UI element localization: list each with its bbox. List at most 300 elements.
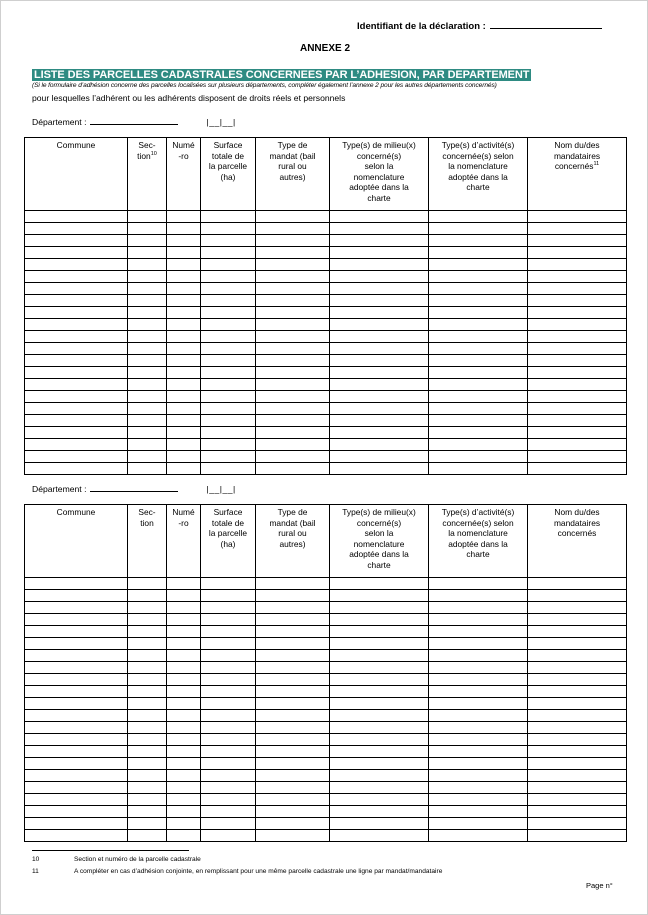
table-cell[interactable] <box>256 427 330 439</box>
table-cell[interactable] <box>201 415 256 427</box>
table-cell[interactable] <box>528 686 627 698</box>
table-cell[interactable] <box>429 662 528 674</box>
table-cell[interactable] <box>330 830 429 842</box>
table-cell[interactable] <box>256 331 330 343</box>
table-cell[interactable] <box>201 307 256 319</box>
table-cell[interactable] <box>201 770 256 782</box>
table-cell[interactable] <box>167 650 201 662</box>
table-cell[interactable] <box>429 686 528 698</box>
table-cell[interactable] <box>25 391 128 403</box>
table-cell[interactable] <box>429 650 528 662</box>
table-cell[interactable] <box>330 794 429 806</box>
table-cell[interactable] <box>25 638 128 650</box>
table-cell[interactable] <box>201 614 256 626</box>
table-cell[interactable] <box>25 818 128 830</box>
table-cell[interactable] <box>128 355 167 367</box>
table-cell[interactable] <box>528 355 627 367</box>
table-cell[interactable] <box>256 307 330 319</box>
table-cell[interactable] <box>256 590 330 602</box>
table-cell[interactable] <box>330 295 429 307</box>
table-cell[interactable] <box>256 451 330 463</box>
table-cell[interactable] <box>25 235 128 247</box>
table-cell[interactable] <box>25 379 128 391</box>
table-cell[interactable] <box>25 259 128 271</box>
table-cell[interactable] <box>429 698 528 710</box>
table-cell[interactable] <box>256 247 330 259</box>
table-cell[interactable] <box>330 650 429 662</box>
table-cell[interactable] <box>528 770 627 782</box>
table-cell[interactable] <box>128 722 167 734</box>
table-cell[interactable] <box>330 211 429 223</box>
table-cell[interactable] <box>128 794 167 806</box>
table-cell[interactable] <box>201 247 256 259</box>
table-cell[interactable] <box>429 614 528 626</box>
table-cell[interactable] <box>201 259 256 271</box>
table-cell[interactable] <box>330 307 429 319</box>
table-cell[interactable] <box>167 235 201 247</box>
table-cell[interactable] <box>167 259 201 271</box>
table-cell[interactable] <box>128 734 167 746</box>
table-cell[interactable] <box>256 235 330 247</box>
table-cell[interactable] <box>528 662 627 674</box>
table-cell[interactable] <box>25 758 128 770</box>
table-cell[interactable] <box>128 758 167 770</box>
table-cell[interactable] <box>330 710 429 722</box>
table-cell[interactable] <box>25 223 128 235</box>
table-cell[interactable] <box>528 698 627 710</box>
table-cell[interactable] <box>256 391 330 403</box>
table-cell[interactable] <box>167 271 201 283</box>
table-cell[interactable] <box>25 734 128 746</box>
table-cell[interactable] <box>201 367 256 379</box>
table-cell[interactable] <box>256 734 330 746</box>
table-cell[interactable] <box>429 806 528 818</box>
table-cell[interactable] <box>330 686 429 698</box>
table-cell[interactable] <box>429 674 528 686</box>
table-cell[interactable] <box>528 590 627 602</box>
table-cell[interactable] <box>429 271 528 283</box>
table-cell[interactable] <box>528 391 627 403</box>
table-cell[interactable] <box>128 295 167 307</box>
table-cell[interactable] <box>201 211 256 223</box>
table-cell[interactable] <box>429 295 528 307</box>
table-cell[interactable] <box>330 403 429 415</box>
table-cell[interactable] <box>128 331 167 343</box>
table-cell[interactable] <box>256 295 330 307</box>
table-cell[interactable] <box>528 818 627 830</box>
table-cell[interactable] <box>128 235 167 247</box>
table-cell[interactable] <box>330 578 429 590</box>
table-cell[interactable] <box>429 463 528 475</box>
table-cell[interactable] <box>167 662 201 674</box>
table-cell[interactable] <box>25 674 128 686</box>
table-cell[interactable] <box>128 590 167 602</box>
table-cell[interactable] <box>429 403 528 415</box>
table-cell[interactable] <box>528 271 627 283</box>
table-cell[interactable] <box>167 463 201 475</box>
table-cell[interactable] <box>528 259 627 271</box>
table-cell[interactable] <box>330 662 429 674</box>
table-cell[interactable] <box>528 626 627 638</box>
table-cell[interactable] <box>25 307 128 319</box>
table-cell[interactable] <box>128 662 167 674</box>
table-cell[interactable] <box>25 319 128 331</box>
table-cell[interactable] <box>25 451 128 463</box>
table-cell[interactable] <box>167 710 201 722</box>
table-cell[interactable] <box>330 626 429 638</box>
table-cell[interactable] <box>330 319 429 331</box>
table-cell[interactable] <box>201 355 256 367</box>
table-cell[interactable] <box>25 283 128 295</box>
department-code-field[interactable]: |__|__| <box>206 484 236 494</box>
table-cell[interactable] <box>429 722 528 734</box>
table-cell[interactable] <box>429 427 528 439</box>
table-cell[interactable] <box>128 710 167 722</box>
table-cell[interactable] <box>429 638 528 650</box>
table-cell[interactable] <box>167 590 201 602</box>
table-cell[interactable] <box>201 235 256 247</box>
table-cell[interactable] <box>330 590 429 602</box>
table-cell[interactable] <box>128 451 167 463</box>
table-cell[interactable] <box>429 746 528 758</box>
table-cell[interactable] <box>25 614 128 626</box>
table-cell[interactable] <box>330 770 429 782</box>
table-cell[interactable] <box>25 830 128 842</box>
table-cell[interactable] <box>330 758 429 770</box>
table-cell[interactable] <box>528 379 627 391</box>
table-cell[interactable] <box>330 391 429 403</box>
table-cell[interactable] <box>330 247 429 259</box>
table-cell[interactable] <box>256 271 330 283</box>
table-cell[interactable] <box>429 367 528 379</box>
table-cell[interactable] <box>25 686 128 698</box>
table-cell[interactable] <box>429 818 528 830</box>
table-cell[interactable] <box>528 650 627 662</box>
table-cell[interactable] <box>330 259 429 271</box>
table-cell[interactable] <box>128 283 167 295</box>
table-cell[interactable] <box>330 734 429 746</box>
table-cell[interactable] <box>167 614 201 626</box>
table-cell[interactable] <box>256 782 330 794</box>
table-cell[interactable] <box>167 427 201 439</box>
table-cell[interactable] <box>528 439 627 451</box>
table-cell[interactable] <box>167 782 201 794</box>
table-cell[interactable] <box>25 710 128 722</box>
department-name-field[interactable] <box>90 483 178 492</box>
table-cell[interactable] <box>330 818 429 830</box>
table-cell[interactable] <box>429 259 528 271</box>
table-cell[interactable] <box>167 439 201 451</box>
table-cell[interactable] <box>201 391 256 403</box>
table-cell[interactable] <box>167 734 201 746</box>
table-cell[interactable] <box>429 283 528 295</box>
table-cell[interactable] <box>167 367 201 379</box>
table-cell[interactable] <box>330 602 429 614</box>
table-cell[interactable] <box>128 650 167 662</box>
table-cell[interactable] <box>256 602 330 614</box>
table-cell[interactable] <box>25 343 128 355</box>
table-cell[interactable] <box>25 602 128 614</box>
table-cell[interactable] <box>256 662 330 674</box>
table-cell[interactable] <box>528 638 627 650</box>
table-cell[interactable] <box>25 211 128 223</box>
table-cell[interactable] <box>25 590 128 602</box>
table-cell[interactable] <box>256 830 330 842</box>
table-cell[interactable] <box>128 211 167 223</box>
table-cell[interactable] <box>256 343 330 355</box>
table-cell[interactable] <box>330 782 429 794</box>
table-cell[interactable] <box>201 698 256 710</box>
table-cell[interactable] <box>256 806 330 818</box>
table-cell[interactable] <box>25 295 128 307</box>
table-cell[interactable] <box>201 734 256 746</box>
table-cell[interactable] <box>25 367 128 379</box>
table-cell[interactable] <box>201 343 256 355</box>
table-cell[interactable] <box>128 674 167 686</box>
table-cell[interactable] <box>256 319 330 331</box>
table-cell[interactable] <box>256 578 330 590</box>
table-cell[interactable] <box>528 794 627 806</box>
table-cell[interactable] <box>201 590 256 602</box>
table-cell[interactable] <box>528 319 627 331</box>
table-cell[interactable] <box>256 259 330 271</box>
table-cell[interactable] <box>128 427 167 439</box>
table-cell[interactable] <box>330 463 429 475</box>
table-cell[interactable] <box>528 710 627 722</box>
table-cell[interactable] <box>256 698 330 710</box>
table-cell[interactable] <box>429 602 528 614</box>
table-cell[interactable] <box>128 626 167 638</box>
table-cell[interactable] <box>128 403 167 415</box>
table-cell[interactable] <box>330 614 429 626</box>
table-cell[interactable] <box>528 674 627 686</box>
table-cell[interactable] <box>128 698 167 710</box>
table-cell[interactable] <box>167 830 201 842</box>
table-cell[interactable] <box>25 794 128 806</box>
table-cell[interactable] <box>429 415 528 427</box>
table-cell[interactable] <box>167 211 201 223</box>
table-cell[interactable] <box>256 650 330 662</box>
table-cell[interactable] <box>201 463 256 475</box>
table-cell[interactable] <box>201 403 256 415</box>
table-cell[interactable] <box>528 247 627 259</box>
table-cell[interactable] <box>201 650 256 662</box>
table-cell[interactable] <box>256 379 330 391</box>
table-cell[interactable] <box>201 638 256 650</box>
table-cell[interactable] <box>330 698 429 710</box>
table-cell[interactable] <box>256 367 330 379</box>
table-cell[interactable] <box>429 794 528 806</box>
table-cell[interactable] <box>528 806 627 818</box>
table-cell[interactable] <box>330 746 429 758</box>
table-cell[interactable] <box>528 343 627 355</box>
table-cell[interactable] <box>167 602 201 614</box>
table-cell[interactable] <box>201 746 256 758</box>
table-cell[interactable] <box>167 674 201 686</box>
table-cell[interactable] <box>201 578 256 590</box>
table-cell[interactable] <box>429 319 528 331</box>
table-cell[interactable] <box>167 355 201 367</box>
table-cell[interactable] <box>528 403 627 415</box>
table-cell[interactable] <box>201 686 256 698</box>
table-cell[interactable] <box>167 770 201 782</box>
table-cell[interactable] <box>528 307 627 319</box>
table-cell[interactable] <box>128 830 167 842</box>
table-cell[interactable] <box>256 674 330 686</box>
table-cell[interactable] <box>201 319 256 331</box>
table-cell[interactable] <box>201 223 256 235</box>
table-cell[interactable] <box>201 758 256 770</box>
table-cell[interactable] <box>25 415 128 427</box>
table-cell[interactable] <box>429 451 528 463</box>
table-cell[interactable] <box>201 722 256 734</box>
table-cell[interactable] <box>128 223 167 235</box>
table-cell[interactable] <box>256 439 330 451</box>
table-cell[interactable] <box>25 247 128 259</box>
table-cell[interactable] <box>167 403 201 415</box>
department-code-field[interactable]: |__|__| <box>206 117 236 127</box>
table-cell[interactable] <box>528 223 627 235</box>
table-cell[interactable] <box>429 439 528 451</box>
table-cell[interactable] <box>256 626 330 638</box>
table-cell[interactable] <box>429 391 528 403</box>
table-cell[interactable] <box>167 806 201 818</box>
table-cell[interactable] <box>330 806 429 818</box>
table-cell[interactable] <box>330 427 429 439</box>
table-cell[interactable] <box>201 818 256 830</box>
table-cell[interactable] <box>128 770 167 782</box>
table-cell[interactable] <box>167 295 201 307</box>
table-cell[interactable] <box>128 463 167 475</box>
table-cell[interactable] <box>528 235 627 247</box>
table-cell[interactable] <box>167 343 201 355</box>
table-cell[interactable] <box>429 223 528 235</box>
table-cell[interactable] <box>128 614 167 626</box>
table-cell[interactable] <box>330 638 429 650</box>
table-cell[interactable] <box>128 307 167 319</box>
table-cell[interactable] <box>429 331 528 343</box>
table-cell[interactable] <box>256 686 330 698</box>
table-cell[interactable] <box>25 271 128 283</box>
table-cell[interactable] <box>528 722 627 734</box>
table-cell[interactable] <box>429 307 528 319</box>
table-cell[interactable] <box>429 578 528 590</box>
table-cell[interactable] <box>167 686 201 698</box>
table-cell[interactable] <box>128 638 167 650</box>
table-cell[interactable] <box>528 782 627 794</box>
table-cell[interactable] <box>167 638 201 650</box>
table-cell[interactable] <box>167 626 201 638</box>
table-cell[interactable] <box>128 439 167 451</box>
table-cell[interactable] <box>330 283 429 295</box>
table-cell[interactable] <box>167 223 201 235</box>
table-cell[interactable] <box>201 271 256 283</box>
declaration-id-field[interactable] <box>490 19 602 29</box>
table-cell[interactable] <box>25 770 128 782</box>
table-cell[interactable] <box>201 830 256 842</box>
table-cell[interactable] <box>128 319 167 331</box>
table-cell[interactable] <box>528 427 627 439</box>
table-cell[interactable] <box>256 463 330 475</box>
table-cell[interactable] <box>25 650 128 662</box>
table-cell[interactable] <box>528 830 627 842</box>
table-cell[interactable] <box>256 415 330 427</box>
table-cell[interactable] <box>167 379 201 391</box>
table-cell[interactable] <box>201 379 256 391</box>
department-name-field[interactable] <box>90 116 178 125</box>
table-cell[interactable] <box>167 451 201 463</box>
table-cell[interactable] <box>167 319 201 331</box>
table-cell[interactable] <box>429 211 528 223</box>
table-cell[interactable] <box>256 355 330 367</box>
table-cell[interactable] <box>256 223 330 235</box>
table-cell[interactable] <box>256 794 330 806</box>
table-cell[interactable] <box>201 674 256 686</box>
table-cell[interactable] <box>128 578 167 590</box>
table-cell[interactable] <box>429 247 528 259</box>
table-cell[interactable] <box>528 367 627 379</box>
table-cell[interactable] <box>256 758 330 770</box>
table-cell[interactable] <box>201 806 256 818</box>
table-cell[interactable] <box>429 343 528 355</box>
table-cell[interactable] <box>128 806 167 818</box>
table-cell[interactable] <box>25 427 128 439</box>
table-cell[interactable] <box>128 391 167 403</box>
table-cell[interactable] <box>25 578 128 590</box>
table-cell[interactable] <box>330 223 429 235</box>
table-cell[interactable] <box>167 698 201 710</box>
table-cell[interactable] <box>528 211 627 223</box>
table-cell[interactable] <box>128 782 167 794</box>
table-cell[interactable] <box>429 830 528 842</box>
table-cell[interactable] <box>528 614 627 626</box>
table-cell[interactable] <box>528 758 627 770</box>
table-cell[interactable] <box>201 283 256 295</box>
table-cell[interactable] <box>25 355 128 367</box>
table-cell[interactable] <box>128 271 167 283</box>
table-cell[interactable] <box>201 794 256 806</box>
table-cell[interactable] <box>528 602 627 614</box>
table-cell[interactable] <box>256 283 330 295</box>
table-cell[interactable] <box>167 331 201 343</box>
table-cell[interactable] <box>25 806 128 818</box>
table-cell[interactable] <box>128 818 167 830</box>
table-cell[interactable] <box>330 271 429 283</box>
table-cell[interactable] <box>201 626 256 638</box>
table-cell[interactable] <box>167 578 201 590</box>
table-cell[interactable] <box>25 439 128 451</box>
table-cell[interactable] <box>429 710 528 722</box>
table-cell[interactable] <box>167 415 201 427</box>
table-cell[interactable] <box>201 710 256 722</box>
table-cell[interactable] <box>429 235 528 247</box>
table-cell[interactable] <box>330 722 429 734</box>
table-cell[interactable] <box>429 626 528 638</box>
table-cell[interactable] <box>25 746 128 758</box>
table-cell[interactable] <box>256 403 330 415</box>
table-cell[interactable] <box>256 746 330 758</box>
table-cell[interactable] <box>256 211 330 223</box>
table-cell[interactable] <box>429 782 528 794</box>
table-cell[interactable] <box>330 331 429 343</box>
table-cell[interactable] <box>429 590 528 602</box>
table-cell[interactable] <box>201 602 256 614</box>
table-cell[interactable] <box>330 451 429 463</box>
table-cell[interactable] <box>25 626 128 638</box>
table-cell[interactable] <box>25 331 128 343</box>
table-cell[interactable] <box>429 770 528 782</box>
table-cell[interactable] <box>528 578 627 590</box>
